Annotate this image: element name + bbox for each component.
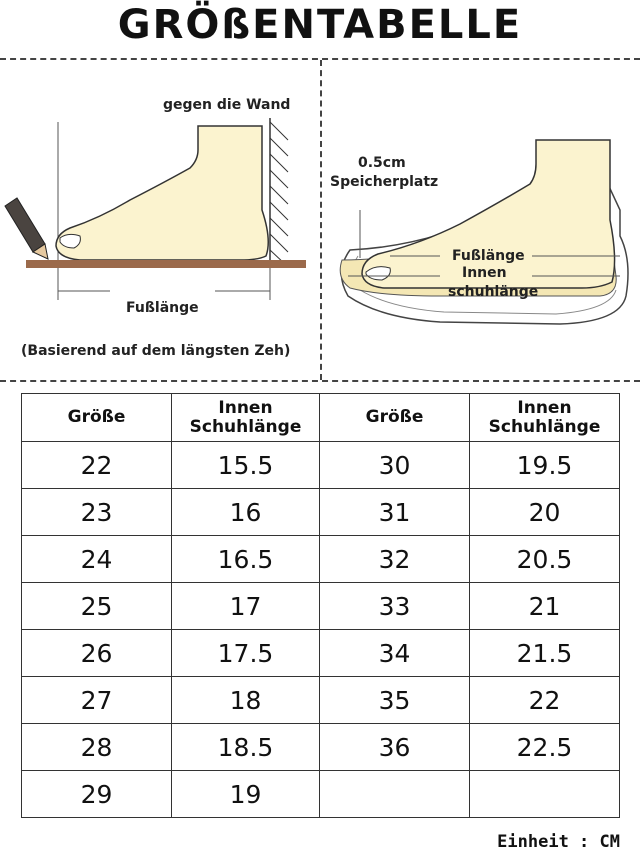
page-title: GRÖßENTABELLE (117, 2, 523, 48)
length-cell: 17 (172, 583, 320, 630)
table-row (22, 724, 620, 771)
length-cell: 20 (470, 489, 620, 536)
length-cell: 16 (172, 489, 320, 536)
size-cell: 31 (320, 489, 470, 536)
table-row (22, 583, 620, 630)
length-cell (470, 771, 620, 818)
table-row (22, 677, 620, 724)
shoe-insole-panel (320, 60, 640, 380)
table-row (22, 536, 620, 583)
size-cell: 29 (22, 771, 172, 818)
space-label-amount: 0.5cm (358, 155, 406, 171)
size-cell: 24 (22, 536, 172, 583)
length-cell: 20.5 (470, 536, 620, 583)
table-row (22, 442, 620, 489)
length-cell: 17.5 (172, 630, 320, 677)
inner-length-label-2: schuhlänge (448, 284, 539, 300)
inner-length-label-1: Innen (462, 265, 507, 281)
size-cell: 25 (22, 583, 172, 630)
size-cell: 26 (22, 630, 172, 677)
size-cell: 27 (22, 677, 172, 724)
unit-label: Einheit : CM (497, 832, 620, 852)
table-header-row (22, 394, 620, 442)
wall-label: gegen die Wand (163, 97, 291, 113)
foot-length-label: Fußlänge (126, 300, 199, 316)
size-cell: 32 (320, 536, 470, 583)
size-cell: 30 (320, 442, 470, 489)
length-cell: 18 (172, 677, 320, 724)
size-table (21, 393, 620, 818)
length-cell: 19.5 (470, 442, 620, 489)
length-cell: 22.5 (470, 724, 620, 771)
header-size: Größe (22, 394, 172, 442)
size-cell: 36 (320, 724, 470, 771)
size-cell: 35 (320, 677, 470, 724)
floor (26, 260, 306, 268)
foot-shape (56, 126, 268, 260)
size-cell: 22 (22, 442, 172, 489)
header-size: Größe (320, 394, 470, 442)
wall (270, 118, 288, 265)
length-cell: 15.5 (172, 442, 320, 489)
size-cell: 33 (320, 583, 470, 630)
bottom-divider (0, 380, 640, 382)
header-inner-length: Innen Schuhlänge (172, 394, 320, 442)
measure-foot-panel (0, 60, 320, 380)
table-row (22, 771, 620, 818)
shoe-foot-length-label: Fußlänge (452, 248, 525, 264)
size-cell: 28 (22, 724, 172, 771)
size-cell (320, 771, 470, 818)
length-cell: 19 (172, 771, 320, 818)
size-cell: 23 (22, 489, 172, 536)
size-cell: 34 (320, 630, 470, 677)
length-cell: 22 (470, 677, 620, 724)
table-row (22, 630, 620, 677)
length-cell: 18.5 (172, 724, 320, 771)
table-row (22, 489, 620, 536)
pencil-icon (5, 198, 48, 259)
length-cell: 21.5 (470, 630, 620, 677)
foot-in-shoe-illustration (320, 60, 640, 380)
longest-toe-note: (Basierend auf dem längsten Zeh) (21, 343, 291, 359)
length-cell: 16.5 (172, 536, 320, 583)
header-inner-length: Innen Schuhlänge (470, 394, 620, 442)
space-label-text: Speicherplatz (330, 174, 439, 190)
length-cell: 21 (470, 583, 620, 630)
